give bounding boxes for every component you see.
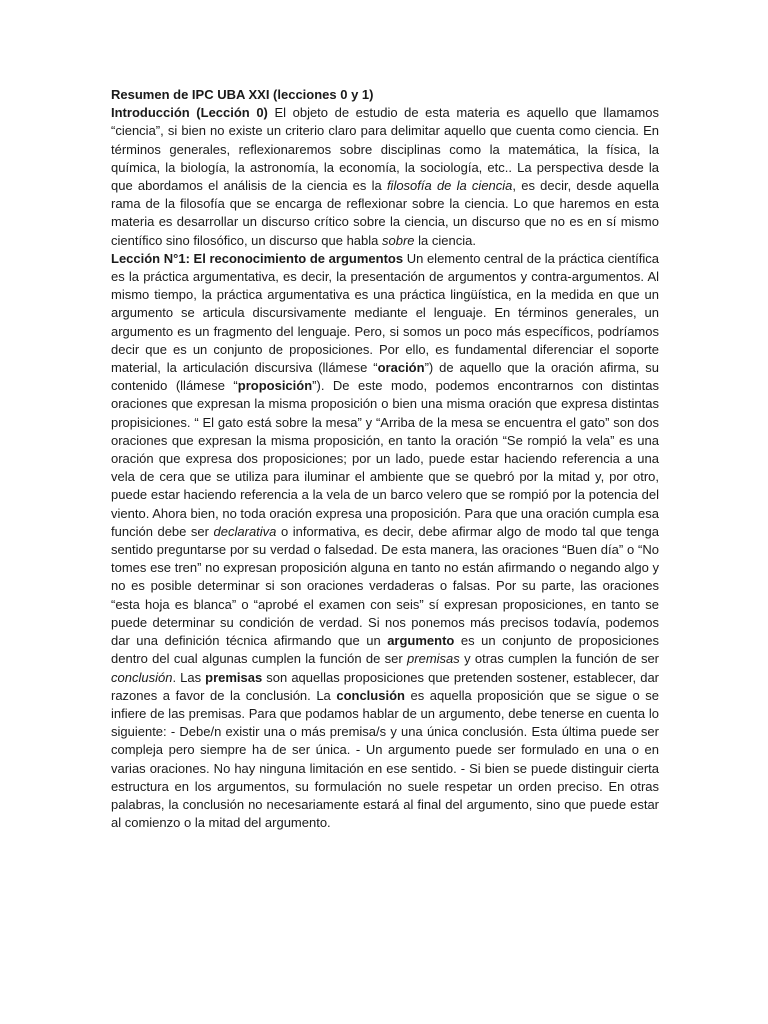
intro-italic-1: filosofía de la ciencia bbox=[386, 178, 513, 194]
lesson1-text-2: ”) de aquello que la oración afirma, su contenido (llámese “ bbox=[111, 360, 660, 394]
lesson1-text-6: y otras cumplen la función de ser bbox=[459, 651, 659, 667]
intro-text-3: la ciencia. bbox=[414, 232, 476, 248]
lesson1-text-7: . Las bbox=[172, 669, 206, 685]
term-argumento: argumento bbox=[387, 633, 455, 649]
document-page bbox=[111, 86, 659, 832]
term-conclusion-italic: conclusión bbox=[111, 669, 173, 685]
intro-text-1: El objeto de estudio de esta materia es aquello que llamamos “ciencia”, si bien no existe un criterio claro para delimitar aquello que cuenta como ciencia. En términos generales, reflexionaremos sobre disciplinas como la matemática, la física, la química, la biología, la astronomía, la economía, la sociología, etc.. La perspectiva desde la que abordamos el análisis de la ciencia es la bbox=[111, 105, 659, 194]
intro-paragraph bbox=[111, 104, 659, 250]
term-premisas-italic: premisas bbox=[407, 651, 460, 667]
lesson1-text-1: Un elemento central de la práctica científica es la práctica argumentativa, es decir, la presentación de argumentos y contra-argumentos. Al mismo tiempo, la práctica argumentativa es una práctica lingüística, en la medida en que un argumento se articula discursivamente mediante el lenguaje. En términos generales, un argumento es un fragmento del lenguaje. Pero, si somos un poco más específicos, podríamos decir que es un conjunto de proposiciones. Por ello, es fundamental diferenciar el soporte material, la articulación discursiva (llámese “ bbox=[111, 250, 659, 376]
term-conclusion: conclusión bbox=[336, 687, 405, 703]
intro-text-2: , es decir, desde aquella rama de la filosofía que se encarga de reflexionar sobre la ciencia. Lo que haremos en esta materia es desarrollar un discurso crítico sobre la ciencia, un discurso que no es en sí mismo científico sino filosófico, un discurso que habla bbox=[111, 178, 659, 248]
lesson1-text-5: es un conjunto de proposiciones dentro del cual algunas cumplen la función de ser bbox=[111, 633, 659, 667]
term-declarativa: declarativa bbox=[213, 523, 277, 539]
lesson1-text-3: ”). De este modo, podemos encontrarnos con distintas oraciones que expresan la misma proposición o bien una misma oración que expresa distintas propisiciones. “ El gato está sobre la mesa” y “Arriba de la mesa se encuentra el gato” son dos oraciones que expresan la misma proposición, en tanto la oración “Se rompió la vela” es una oración que expresa dos proposiciones; por un lado, puede estar haciendo referencia a una vela de cera que se utiliza para iluminar el ambiente que se quebró por la mitad y, por otro, puede estar haciendo referencia a la vela de un barco velero que se rompió por la potencia del viento. Ahora bien, no toda oración expresa una proposición. Para que una oración cumpla esa función debe ser bbox=[111, 378, 659, 539]
intro-italic-2: sobre bbox=[382, 232, 415, 248]
lesson1-text-9: es aquella proposición que se sigue o se infiere de las premisas. Para que podamos hablar de un argumento, debe tenerse en cuenta lo siguiente: - Debe/n existir una o más premisa/s y una única conclusión. Esta última puede ser compleja pero siempre ha de ser única. - Un argumento puede ser formulado en una o en varias oraciones. No hay ninguna limitación en ese sentido. - Si bien se puede distinguir cierta estructura en los argumentos, su formulación no suele respetar un orden preciso. En otras palabras, la conclusión no necesariamente estará al final del argumento, sino que puede estar al comienzo o la mitad del argumento. bbox=[111, 687, 659, 831]
term-premisas: premisas bbox=[205, 669, 263, 685]
document-title: Resumen de IPC UBA XXI (lecciones 0 y 1) bbox=[111, 87, 374, 102]
lesson1-heading: Lección N°1: El reconocimiento de argumentos bbox=[111, 250, 404, 266]
lesson1-paragraph bbox=[111, 250, 659, 833]
lesson1-text-4: o informativa, es decir, debe afirmar algo de modo tal que tenga sentido preguntarse por su verdad o falsedad. De esta manera, las oraciones “Buen día” o “No tomes ese tren” no expresan proposición alguna en tanto no están afirmando o negando algo y no es posible determinar si son oraciones verdaderas o falsas. Por su parte, las oraciones “esta hoja es blanca” o “aprobé el examen con seis” sí expresan proposiciones, en tanto se puede determinar su condición de verdad. Si nos ponemos más precisos todavía, podemos dar una definición técnica afirmando que un bbox=[111, 523, 659, 649]
lesson1-text-8: son aquellas proposiciones que pretenden sostener, establecer, dar razones a favor de la conclusión. La bbox=[111, 669, 660, 703]
term-oracion: oración bbox=[377, 360, 425, 376]
intro-heading: Introducción (Lección 0) bbox=[111, 105, 268, 121]
term-proposicion: proposición bbox=[237, 378, 313, 394]
